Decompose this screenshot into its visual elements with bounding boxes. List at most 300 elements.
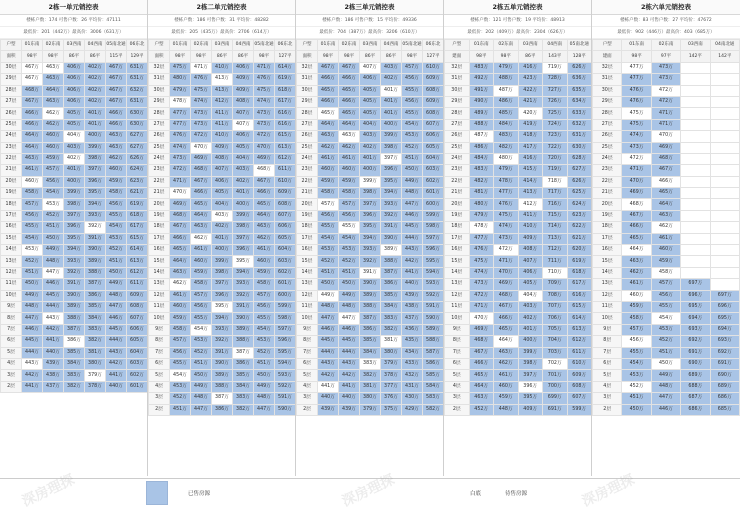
unit-cell[interactable]: 472万 <box>254 131 275 142</box>
unit-cell[interactable]: 445万 <box>106 324 127 335</box>
unit-cell[interactable]: 605万 <box>127 336 148 347</box>
unit-cell[interactable]: 402万 <box>64 153 85 164</box>
unit-cell[interactable]: 438万 <box>43 370 64 381</box>
unit-cell[interactable]: 476万 <box>254 74 275 85</box>
unit-cell[interactable]: 457万 <box>402 62 423 73</box>
unit-cell[interactable]: 383万 <box>85 324 106 335</box>
unit-cell[interactable]: 449万 <box>43 245 64 256</box>
unit-cell[interactable]: 469万 <box>191 153 212 164</box>
unit-cell[interactable]: 471万 <box>469 301 494 312</box>
unit-cell[interactable]: 612万 <box>567 336 592 347</box>
unit-cell[interactable]: 589万 <box>423 324 444 335</box>
unit-cell[interactable]: 692万 <box>710 347 739 358</box>
unit-cell[interactable]: 389万 <box>381 245 402 256</box>
unit-cell[interactable]: 442万 <box>318 370 339 381</box>
unit-cell[interactable]: 439万 <box>339 404 360 415</box>
unit-cell[interactable]: 451万 <box>651 347 680 358</box>
unit-cell[interactable]: 389万 <box>64 301 85 312</box>
unit-cell[interactable]: 689万 <box>710 381 739 392</box>
unit-cell[interactable]: 470万 <box>469 313 494 324</box>
unit-cell[interactable]: 382万 <box>85 336 106 347</box>
unit-cell[interactable]: 402万 <box>233 176 254 187</box>
unit-cell[interactable]: 451万 <box>622 393 651 404</box>
unit-cell[interactable]: 599万 <box>275 301 296 312</box>
unit-cell[interactable] <box>710 85 739 96</box>
unit-cell[interactable]: 397万 <box>381 153 402 164</box>
unit-cell[interactable]: 706万 <box>543 313 568 324</box>
unit-cell[interactable]: 631万 <box>127 62 148 73</box>
unit-cell[interactable]: 455万 <box>339 222 360 233</box>
unit-cell[interactable]: 467万 <box>22 62 43 73</box>
unit-cell[interactable]: 473万 <box>254 119 275 130</box>
unit-cell[interactable]: 473万 <box>469 279 494 290</box>
unit-cell[interactable]: 462万 <box>254 233 275 244</box>
unit-cell[interactable]: 442万 <box>22 370 43 381</box>
unit-cell[interactable]: 469万 <box>170 199 191 210</box>
unit-cell[interactable]: 468万 <box>651 153 680 164</box>
unit-cell[interactable]: 462万 <box>191 233 212 244</box>
unit-cell[interactable]: 436万 <box>402 324 423 335</box>
unit-cell[interactable]: 487万 <box>494 85 519 96</box>
unit-cell[interactable]: 472万 <box>191 131 212 142</box>
unit-cell[interactable]: 386万 <box>381 279 402 290</box>
unit-cell[interactable]: 456万 <box>651 290 680 301</box>
unit-cell[interactable]: 479万 <box>170 85 191 96</box>
unit-cell[interactable]: 466万 <box>318 96 339 107</box>
unit-cell[interactable]: 387万 <box>233 347 254 358</box>
unit-cell[interactable]: 453万 <box>43 199 64 210</box>
unit-cell[interactable]: 596万 <box>423 245 444 256</box>
unit-cell[interactable]: 404万 <box>360 119 381 130</box>
unit-cell[interactable]: 588万 <box>423 336 444 347</box>
unit-cell[interactable]: 392万 <box>212 336 233 347</box>
unit-cell[interactable]: 458万 <box>651 267 680 278</box>
unit-cell[interactable]: 590万 <box>423 313 444 324</box>
unit-cell[interactable]: 605万 <box>275 233 296 244</box>
unit-cell[interactable]: 454万 <box>622 358 651 369</box>
unit-cell[interactable]: 448万 <box>106 290 127 301</box>
unit-cell[interactable]: 401万 <box>85 108 106 119</box>
unit-cell[interactable]: 406万 <box>64 74 85 85</box>
unit-cell[interactable]: 397万 <box>212 279 233 290</box>
unit-cell[interactable]: 468万 <box>254 165 275 176</box>
unit-cell[interactable]: 382万 <box>233 404 254 415</box>
unit-cell[interactable]: 398万 <box>381 142 402 153</box>
unit-cell[interactable]: 460万 <box>43 142 64 153</box>
unit-cell[interactable]: 406万 <box>518 267 543 278</box>
unit-cell[interactable]: 375万 <box>381 404 402 415</box>
unit-cell[interactable]: 447万 <box>339 313 360 324</box>
unit-cell[interactable]: 599万 <box>423 210 444 221</box>
unit-cell[interactable]: 448万 <box>339 301 360 312</box>
unit-cell[interactable]: 441万 <box>318 381 339 392</box>
unit-cell[interactable]: 463万 <box>43 62 64 73</box>
unit-cell[interactable]: 465万 <box>254 199 275 210</box>
unit-cell[interactable]: 467万 <box>651 165 680 176</box>
unit-cell[interactable]: 449万 <box>402 176 423 187</box>
unit-cell[interactable]: 409万 <box>518 233 543 244</box>
unit-cell[interactable]: 462万 <box>106 153 127 164</box>
unit-cell[interactable]: 466万 <box>22 119 43 130</box>
unit-cell[interactable]: 621万 <box>567 233 592 244</box>
unit-cell[interactable]: 464万 <box>318 119 339 130</box>
unit-cell[interactable] <box>710 131 739 142</box>
unit-cell[interactable] <box>681 119 710 130</box>
unit-cell[interactable]: 396万 <box>212 290 233 301</box>
unit-cell[interactable] <box>681 176 710 187</box>
unit-cell[interactable]: 455万 <box>402 85 423 96</box>
unit-cell[interactable]: 442万 <box>402 256 423 267</box>
unit-cell[interactable]: 701万 <box>543 370 568 381</box>
unit-cell[interactable]: 597万 <box>423 233 444 244</box>
unit-cell[interactable]: 460万 <box>651 245 680 256</box>
unit-cell[interactable]: 457万 <box>191 290 212 301</box>
unit-cell[interactable]: 405万 <box>64 108 85 119</box>
unit-cell[interactable]: 465万 <box>651 188 680 199</box>
unit-cell[interactable]: 454万 <box>651 313 680 324</box>
unit-cell[interactable]: 463万 <box>318 131 339 142</box>
unit-cell[interactable]: 455万 <box>622 347 651 358</box>
unit-cell[interactable]: 387万 <box>85 279 106 290</box>
unit-cell[interactable]: 378万 <box>85 381 106 392</box>
unit-cell[interactable]: 617万 <box>127 222 148 233</box>
unit-cell[interactable]: 447万 <box>191 404 212 415</box>
unit-cell[interactable] <box>710 245 739 256</box>
unit-cell[interactable]: 620万 <box>567 245 592 256</box>
unit-cell[interactable]: 690万 <box>681 358 710 369</box>
unit-cell[interactable]: 409万 <box>212 142 233 153</box>
unit-cell[interactable]: 469万 <box>469 324 494 335</box>
unit-cell[interactable]: 609万 <box>423 74 444 85</box>
unit-cell[interactable]: 397万 <box>518 370 543 381</box>
unit-cell[interactable]: 455万 <box>318 222 339 233</box>
unit-cell[interactable]: 452万 <box>402 142 423 153</box>
unit-cell[interactable] <box>710 267 739 278</box>
unit-cell[interactable]: 443万 <box>22 358 43 369</box>
unit-cell[interactable]: 610万 <box>567 358 592 369</box>
unit-cell[interactable]: 456万 <box>622 336 651 347</box>
unit-cell[interactable]: 455万 <box>22 222 43 233</box>
unit-cell[interactable]: 601万 <box>423 188 444 199</box>
unit-cell[interactable]: 633万 <box>567 108 592 119</box>
unit-cell[interactable]: 693万 <box>710 336 739 347</box>
unit-cell[interactable]: 446万 <box>43 279 64 290</box>
unit-cell[interactable]: 470万 <box>170 188 191 199</box>
unit-cell[interactable]: 460万 <box>494 381 519 392</box>
unit-cell[interactable]: 402万 <box>212 222 233 233</box>
unit-cell[interactable]: 473万 <box>622 142 651 153</box>
unit-cell[interactable]: 720万 <box>543 153 568 164</box>
unit-cell[interactable]: 398万 <box>64 199 85 210</box>
unit-cell[interactable]: 593万 <box>423 279 444 290</box>
unit-cell[interactable] <box>710 176 739 187</box>
unit-cell[interactable]: 466万 <box>622 222 651 233</box>
unit-cell[interactable]: 405万 <box>360 108 381 119</box>
unit-cell[interactable] <box>681 199 710 210</box>
unit-cell[interactable]: 446万 <box>318 324 339 335</box>
unit-cell[interactable] <box>710 153 739 164</box>
unit-cell[interactable]: 432万 <box>402 370 423 381</box>
unit-cell[interactable]: 608万 <box>275 199 296 210</box>
unit-cell[interactable]: 446万 <box>402 210 423 221</box>
unit-cell[interactable]: 457万 <box>651 279 680 290</box>
unit-cell[interactable]: 450万 <box>191 370 212 381</box>
unit-cell[interactable]: 476万 <box>469 245 494 256</box>
unit-cell[interactable]: 707万 <box>543 301 568 312</box>
unit-cell[interactable]: 403万 <box>518 301 543 312</box>
unit-cell[interactable]: 627万 <box>567 165 592 176</box>
unit-cell[interactable]: 463万 <box>106 142 127 153</box>
unit-cell[interactable]: 453万 <box>191 336 212 347</box>
unit-cell[interactable]: 389万 <box>360 290 381 301</box>
unit-cell[interactable]: 606万 <box>127 324 148 335</box>
unit-cell[interactable]: 391万 <box>64 279 85 290</box>
unit-cell[interactable]: 401万 <box>64 165 85 176</box>
unit-cell[interactable]: 696万 <box>710 301 739 312</box>
unit-cell[interactable]: 459万 <box>339 176 360 187</box>
unit-cell[interactable]: 491万 <box>469 85 494 96</box>
unit-cell[interactable]: 445万 <box>43 290 64 301</box>
unit-cell[interactable]: 440万 <box>402 279 423 290</box>
unit-cell[interactable]: 408万 <box>233 96 254 107</box>
unit-cell[interactable]: 442万 <box>339 370 360 381</box>
unit-cell[interactable]: 411万 <box>212 119 233 130</box>
unit-cell[interactable]: 383万 <box>64 370 85 381</box>
unit-cell[interactable]: 450万 <box>254 370 275 381</box>
unit-cell[interactable]: 592万 <box>275 381 296 392</box>
unit-cell[interactable]: 453万 <box>622 370 651 381</box>
unit-cell[interactable]: 462万 <box>318 142 339 153</box>
unit-cell[interactable]: 582万 <box>423 404 444 415</box>
unit-cell[interactable]: 441万 <box>339 381 360 392</box>
unit-cell[interactable]: 472万 <box>651 96 680 107</box>
unit-cell[interactable]: 703万 <box>543 347 568 358</box>
unit-cell[interactable]: 402万 <box>518 313 543 324</box>
unit-cell[interactable]: 397万 <box>233 233 254 244</box>
unit-cell[interactable]: 604万 <box>423 153 444 164</box>
unit-cell[interactable]: 462万 <box>339 142 360 153</box>
unit-cell[interactable]: 386万 <box>360 324 381 335</box>
unit-cell[interactable]: 474万 <box>254 96 275 107</box>
unit-cell[interactable]: 467万 <box>22 96 43 107</box>
unit-cell[interactable]: 459万 <box>622 301 651 312</box>
unit-cell[interactable] <box>681 153 710 164</box>
unit-cell[interactable]: 474万 <box>170 142 191 153</box>
unit-cell[interactable]: 469万 <box>494 279 519 290</box>
unit-cell[interactable]: 470万 <box>651 131 680 142</box>
unit-cell[interactable]: 472万 <box>469 290 494 301</box>
unit-cell[interactable]: 694万 <box>710 324 739 335</box>
unit-cell[interactable]: 389万 <box>233 324 254 335</box>
unit-cell[interactable]: 391万 <box>85 233 106 244</box>
unit-cell[interactable]: 390万 <box>233 313 254 324</box>
unit-cell[interactable]: 447万 <box>651 393 680 404</box>
unit-cell[interactable]: 448万 <box>494 404 519 415</box>
unit-cell[interactable]: 465万 <box>339 85 360 96</box>
unit-cell[interactable]: 631万 <box>567 131 592 142</box>
unit-cell[interactable]: 400万 <box>360 165 381 176</box>
unit-cell[interactable]: 400万 <box>381 119 402 130</box>
unit-cell[interactable]: 719万 <box>543 62 568 73</box>
unit-cell[interactable]: 454万 <box>191 324 212 335</box>
unit-cell[interactable]: 465万 <box>318 85 339 96</box>
unit-cell[interactable]: 410万 <box>518 222 543 233</box>
unit-cell[interactable] <box>710 108 739 119</box>
unit-cell[interactable]: 606万 <box>275 222 296 233</box>
unit-cell[interactable]: 401万 <box>381 85 402 96</box>
unit-cell[interactable] <box>681 267 710 278</box>
unit-cell[interactable]: 484万 <box>494 119 519 130</box>
unit-cell[interactable]: 396万 <box>381 165 402 176</box>
unit-cell[interactable]: 439万 <box>318 404 339 415</box>
unit-cell[interactable]: 451万 <box>339 267 360 278</box>
unit-cell[interactable]: 623万 <box>567 210 592 221</box>
unit-cell[interactable]: 483万 <box>494 131 519 142</box>
unit-cell[interactable]: 464万 <box>339 119 360 130</box>
unit-cell[interactable]: 405万 <box>360 96 381 107</box>
unit-cell[interactable] <box>681 188 710 199</box>
unit-cell[interactable]: 385万 <box>360 336 381 347</box>
unit-cell[interactable]: 406万 <box>64 62 85 73</box>
unit-cell[interactable]: 492万 <box>469 74 494 85</box>
unit-cell[interactable]: 460万 <box>106 165 127 176</box>
unit-cell[interactable]: 472万 <box>622 153 651 164</box>
unit-cell[interactable]: 401万 <box>85 119 106 130</box>
unit-cell[interactable]: 382万 <box>360 370 381 381</box>
unit-cell[interactable]: 409万 <box>233 74 254 85</box>
unit-cell[interactable]: 476万 <box>494 199 519 210</box>
unit-cell[interactable]: 455万 <box>170 358 191 369</box>
unit-cell[interactable]: 386万 <box>233 358 254 369</box>
unit-cell[interactable]: 475万 <box>622 108 651 119</box>
unit-cell[interactable]: 396万 <box>233 245 254 256</box>
unit-cell[interactable]: 443万 <box>402 245 423 256</box>
unit-cell[interactable]: 709万 <box>543 279 568 290</box>
unit-cell[interactable]: 430万 <box>402 393 423 404</box>
unit-cell[interactable]: 389万 <box>85 256 106 267</box>
unit-cell[interactable]: 416万 <box>518 153 543 164</box>
unit-cell[interactable]: 407万 <box>360 62 381 73</box>
unit-cell[interactable]: 611万 <box>127 279 148 290</box>
unit-cell[interactable]: 619万 <box>127 199 148 210</box>
unit-cell[interactable]: 438万 <box>402 301 423 312</box>
unit-cell[interactable]: 478万 <box>494 176 519 187</box>
unit-cell[interactable]: 608万 <box>567 381 592 392</box>
unit-cell[interactable]: 463万 <box>22 153 43 164</box>
unit-cell[interactable]: 446万 <box>106 313 127 324</box>
unit-cell[interactable]: 712万 <box>543 245 568 256</box>
unit-cell[interactable]: 399万 <box>64 188 85 199</box>
unit-cell[interactable]: 453万 <box>402 131 423 142</box>
unit-cell[interactable]: 601万 <box>127 381 148 392</box>
unit-cell[interactable]: 460万 <box>318 165 339 176</box>
unit-cell[interactable]: 402万 <box>85 85 106 96</box>
unit-cell[interactable]: 585万 <box>423 370 444 381</box>
unit-cell[interactable]: 463万 <box>469 393 494 404</box>
unit-cell[interactable]: 457万 <box>43 165 64 176</box>
unit-cell[interactable]: 449万 <box>254 381 275 392</box>
unit-cell[interactable]: 713万 <box>543 233 568 244</box>
unit-cell[interactable]: 446万 <box>651 404 680 415</box>
unit-cell[interactable]: 423万 <box>518 74 543 85</box>
unit-cell[interactable]: 471万 <box>191 62 212 73</box>
unit-cell[interactable]: 475万 <box>622 119 651 130</box>
unit-cell[interactable]: 456万 <box>43 176 64 187</box>
unit-cell[interactable]: 463万 <box>651 210 680 221</box>
unit-cell[interactable] <box>681 74 710 85</box>
unit-cell[interactable]: 449万 <box>191 381 212 392</box>
unit-cell[interactable]: 408万 <box>212 153 233 164</box>
unit-cell[interactable]: 614万 <box>127 245 148 256</box>
unit-cell[interactable]: 380万 <box>360 393 381 404</box>
unit-cell[interactable]: 395万 <box>64 233 85 244</box>
unit-cell[interactable]: 461万 <box>170 290 191 301</box>
unit-cell[interactable]: 473万 <box>170 153 191 164</box>
unit-cell[interactable] <box>681 245 710 256</box>
unit-cell[interactable]: 395万 <box>212 301 233 312</box>
unit-cell[interactable]: 727万 <box>543 85 568 96</box>
unit-cell[interactable]: 399万 <box>360 176 381 187</box>
unit-cell[interactable]: 473万 <box>651 74 680 85</box>
unit-cell[interactable]: 598万 <box>275 313 296 324</box>
unit-cell[interactable]: 388万 <box>64 313 85 324</box>
unit-cell[interactable]: 608万 <box>423 108 444 119</box>
unit-cell[interactable]: 466万 <box>106 108 127 119</box>
unit-cell[interactable]: 384万 <box>64 358 85 369</box>
unit-cell[interactable] <box>710 165 739 176</box>
unit-cell[interactable] <box>681 233 710 244</box>
unit-cell[interactable]: 609万 <box>567 370 592 381</box>
unit-cell[interactable]: 454万 <box>43 188 64 199</box>
unit-cell[interactable]: 474万 <box>469 267 494 278</box>
unit-cell[interactable] <box>710 233 739 244</box>
unit-cell[interactable]: 465万 <box>339 108 360 119</box>
unit-cell[interactable]: 387万 <box>360 313 381 324</box>
unit-cell[interactable]: 393万 <box>360 245 381 256</box>
unit-cell[interactable]: 451万 <box>106 256 127 267</box>
unit-cell[interactable]: 607万 <box>567 393 592 404</box>
unit-cell[interactable]: 407万 <box>212 165 233 176</box>
unit-cell[interactable]: 380万 <box>85 358 106 369</box>
unit-cell[interactable]: 412万 <box>212 96 233 107</box>
unit-cell[interactable]: 486万 <box>469 142 494 153</box>
unit-cell[interactable]: 460万 <box>170 301 191 312</box>
unit-cell[interactable]: 457万 <box>254 290 275 301</box>
unit-cell[interactable]: 402万 <box>85 96 106 107</box>
unit-cell[interactable]: 603万 <box>423 165 444 176</box>
unit-cell[interactable]: 410万 <box>212 62 233 73</box>
unit-cell[interactable]: 441万 <box>22 381 43 392</box>
unit-cell[interactable]: 467万 <box>494 301 519 312</box>
unit-cell[interactable]: 700万 <box>543 381 568 392</box>
unit-cell[interactable]: 449万 <box>339 290 360 301</box>
unit-cell[interactable]: 473万 <box>254 108 275 119</box>
unit-cell[interactable]: 445万 <box>22 336 43 347</box>
unit-cell[interactable]: 596万 <box>275 336 296 347</box>
unit-cell[interactable]: 459万 <box>43 153 64 164</box>
unit-cell[interactable]: 382万 <box>64 381 85 392</box>
unit-cell[interactable]: 379万 <box>85 370 106 381</box>
unit-cell[interactable]: 467万 <box>339 62 360 73</box>
unit-cell[interactable]: 399万 <box>518 347 543 358</box>
unit-cell[interactable]: 467万 <box>254 176 275 187</box>
unit-cell[interactable]: 470万 <box>191 142 212 153</box>
unit-cell[interactable]: 394万 <box>360 233 381 244</box>
unit-cell[interactable]: 695万 <box>681 301 710 312</box>
unit-cell[interactable]: 450万 <box>339 279 360 290</box>
unit-cell[interactable]: 623万 <box>127 176 148 187</box>
unit-cell[interactable]: 441万 <box>43 336 64 347</box>
